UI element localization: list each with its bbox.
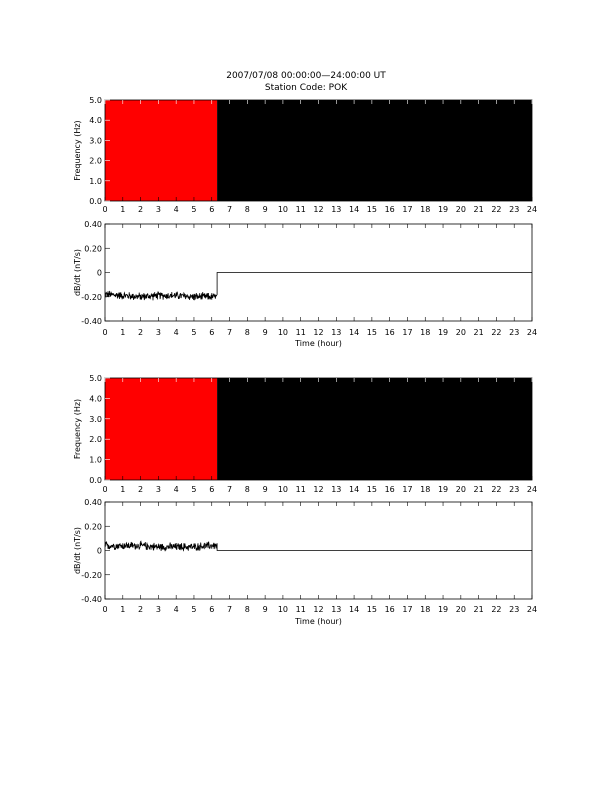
x-tick-label: 15	[366, 485, 377, 494]
x-tick-label: 21	[473, 485, 484, 494]
x-tick-label: 12	[313, 485, 324, 494]
x-tick-label: 1	[120, 205, 126, 214]
y-tick-label: 0.40	[84, 498, 102, 507]
x-tick-label: 4	[173, 485, 179, 494]
x-tick-label: 5	[191, 485, 197, 494]
x-tick-label: 8	[244, 328, 250, 337]
x-tick-label: 2	[138, 485, 144, 494]
y-tick-label: -0.40	[81, 595, 102, 604]
x-tick-label: 19	[437, 605, 449, 614]
x-tick-label: 7	[226, 328, 233, 337]
x-tick-label: 24	[526, 485, 538, 494]
y-tick-label: 0.0	[89, 476, 102, 485]
x-tick-label: 5	[191, 328, 197, 337]
x-tick-label: 9	[262, 205, 268, 214]
y-tick-label: -0.20	[81, 292, 102, 302]
x-tick-label: 6	[209, 205, 215, 214]
y-tick-label: -0.40	[81, 317, 102, 326]
x-tick-label: 18	[420, 485, 431, 494]
spectrogram-block	[217, 378, 532, 480]
x-tick-label: 12	[313, 205, 324, 214]
x-axis-label: Time (hour)	[295, 339, 342, 348]
x-tick-label: 18	[420, 328, 431, 337]
x-tick-label: 21	[473, 328, 484, 337]
y-tick-label: 5.0	[89, 374, 102, 383]
y-tick-label: -0.20	[81, 570, 102, 580]
y-tick-label: 5.0	[89, 96, 102, 105]
x-tick-label: 11	[295, 328, 306, 337]
y-axis-label: Frequency (Hz)	[73, 398, 82, 460]
x-tick-label: 11	[295, 485, 306, 494]
x-tick-label: 20	[455, 205, 466, 214]
x-tick-label: 14	[348, 328, 360, 337]
x-tick-label: 2	[138, 605, 144, 614]
x-tick-label: 3	[155, 605, 161, 614]
y-tick-label: 0.20	[84, 522, 102, 532]
y-tick-label: 0	[96, 268, 102, 278]
x-tick-label: 0	[102, 328, 108, 337]
y-tick-label: 3.0	[89, 136, 102, 146]
x-tick-label: 13	[331, 605, 342, 614]
x-tick-label: 10	[277, 605, 289, 614]
x-tick-label: 23	[509, 485, 520, 494]
spectrogram-block	[105, 378, 217, 480]
x-tick-label: 18	[420, 605, 431, 614]
x-tick-label: 2	[138, 205, 144, 214]
x-tick-label: 17	[402, 605, 413, 614]
x-tick-label: 0	[102, 485, 108, 494]
x-tick-label: 19	[437, 485, 449, 494]
x-tick-label: 24	[526, 328, 538, 337]
x-tick-label: 22	[491, 328, 502, 337]
x-tick-label: 3	[155, 205, 161, 214]
y-tick-label: 1.0	[89, 176, 102, 186]
x-tick-label: 5	[191, 205, 197, 214]
x-tick-label: 22	[491, 485, 502, 494]
x-tick-label: 11	[295, 605, 306, 614]
x-tick-label: 22	[491, 605, 502, 614]
station-code: Station Code: POK	[264, 83, 348, 93]
x-tick-label: 21	[473, 605, 484, 614]
x-tick-label: 6	[209, 328, 215, 337]
x-tick-label: 14	[348, 605, 360, 614]
spectrogram-block	[217, 100, 532, 201]
x-tick-label: 13	[331, 485, 342, 494]
x-tick-label: 23	[509, 205, 520, 214]
x-tick-label: 24	[526, 205, 538, 214]
x-tick-label: 16	[384, 205, 395, 214]
x-tick-label: 22	[491, 205, 502, 214]
x-tick-label: 12	[313, 328, 324, 337]
x-tick-label: 9	[262, 485, 268, 494]
x-tick-label: 4	[173, 328, 179, 337]
x-tick-label: 0	[102, 605, 108, 614]
x-tick-label: 20	[455, 605, 466, 614]
x-tick-label: 23	[509, 328, 520, 337]
x-tick-label: 20	[455, 485, 466, 494]
x-tick-label: 23	[509, 605, 520, 614]
x-tick-label: 17	[402, 485, 413, 494]
x-tick-label: 20	[455, 328, 466, 337]
x-tick-label: 14	[348, 485, 360, 494]
y-tick-label: 4.0	[89, 394, 102, 404]
y-axis-label: dB/dt (nT/s)	[73, 248, 82, 297]
y-tick-label: 0	[96, 546, 102, 556]
x-tick-label: 14	[348, 205, 360, 214]
x-tick-label: 1	[120, 328, 126, 337]
x-tick-label: 15	[366, 205, 377, 214]
x-tick-label: 6	[209, 485, 215, 494]
y-tick-label: 0.0	[89, 197, 102, 206]
x-tick-label: 13	[331, 328, 342, 337]
x-tick-label: 5	[191, 605, 197, 614]
x-tick-label: 7	[226, 485, 233, 494]
x-tick-label: 3	[155, 328, 161, 337]
data-trace	[105, 541, 532, 551]
x-tick-label: 17	[402, 205, 413, 214]
x-tick-label: 2	[138, 328, 144, 337]
x-tick-label: 9	[262, 328, 268, 337]
data-trace	[105, 273, 532, 301]
x-tick-label: 12	[313, 605, 324, 614]
x-tick-label: 17	[402, 328, 413, 337]
y-tick-label: 2.0	[89, 156, 102, 166]
x-tick-label: 18	[420, 205, 431, 214]
x-tick-label: 24	[526, 605, 538, 614]
x-tick-label: 3	[155, 485, 161, 494]
y-tick-label: 4.0	[89, 116, 102, 126]
y-axis-label: Frequency (Hz)	[73, 120, 82, 181]
x-tick-label: 1	[120, 605, 126, 614]
y-tick-label: 2.0	[89, 435, 102, 445]
x-tick-label: 19	[437, 205, 449, 214]
x-tick-label: 16	[384, 328, 395, 337]
y-tick-label: 1.0	[89, 455, 102, 465]
x-tick-label: 16	[384, 485, 395, 494]
x-tick-label: 8	[244, 205, 250, 214]
x-tick-label: 16	[384, 605, 395, 614]
chart-title: 2007/07/08 00:00:00—24:00:00 UT	[226, 71, 386, 81]
x-tick-label: 7	[226, 205, 233, 214]
x-tick-label: 21	[473, 205, 484, 214]
x-tick-label: 10	[277, 328, 289, 337]
x-tick-label: 8	[244, 605, 250, 614]
x-tick-label: 4	[173, 205, 179, 214]
x-tick-label: 19	[437, 328, 449, 337]
y-axis-label: dB/dt (nT/s)	[73, 526, 82, 575]
x-tick-label: 1	[120, 485, 126, 494]
x-tick-label: 10	[277, 205, 289, 214]
spectrogram-block	[105, 100, 217, 201]
x-tick-label: 13	[331, 205, 342, 214]
x-tick-label: 4	[173, 605, 179, 614]
x-tick-label: 6	[209, 605, 215, 614]
y-tick-label: 3.0	[89, 414, 102, 424]
x-tick-label: 15	[366, 328, 377, 337]
x-tick-label: 11	[295, 205, 306, 214]
x-tick-label: 15	[366, 605, 377, 614]
x-tick-label: 10	[277, 485, 289, 494]
x-axis-label: Time (hour)	[295, 617, 342, 626]
y-tick-label: 0.20	[84, 244, 102, 254]
x-tick-label: 0	[102, 205, 108, 214]
y-tick-label: 0.40	[84, 220, 102, 229]
x-tick-label: 9	[262, 605, 268, 614]
x-tick-label: 8	[244, 485, 250, 494]
x-tick-label: 7	[226, 605, 233, 614]
